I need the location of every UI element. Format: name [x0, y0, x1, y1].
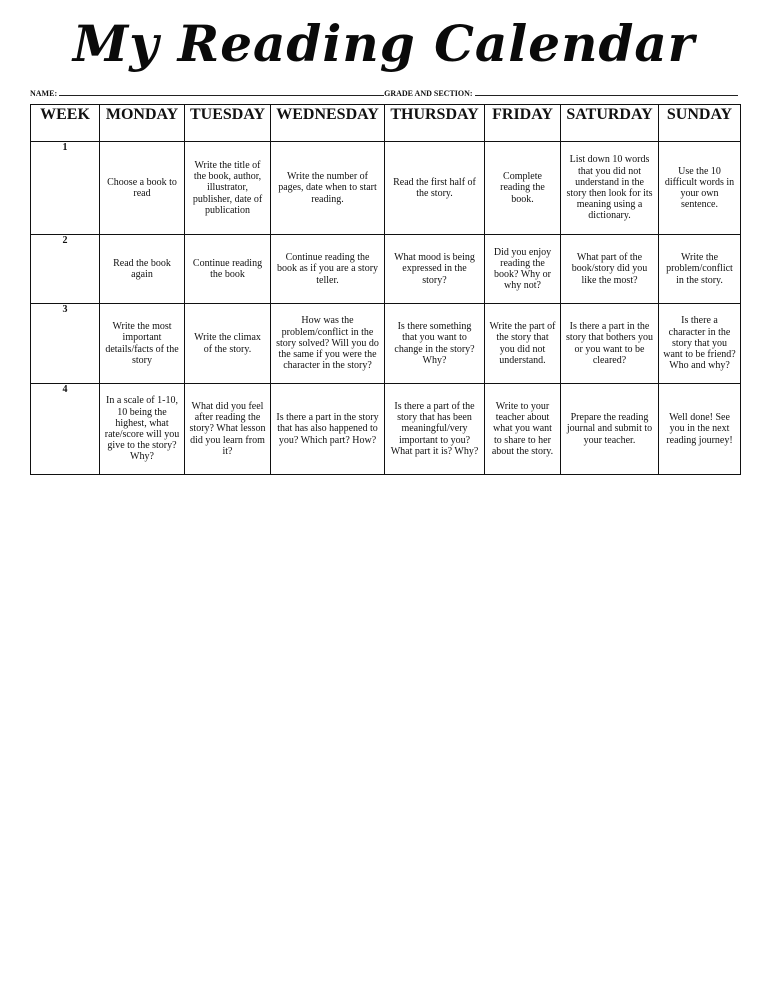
name-label: NAME:: [30, 89, 58, 98]
task-cell: Is there a character in the story that you want to be friend? Who and why?: [659, 304, 741, 384]
header-friday: FRIDAY: [485, 105, 561, 142]
reading-calendar-table: [30, 104, 741, 475]
task-cell: What did you feel after reading the story? What lesson did you learn from it?: [185, 384, 271, 475]
header-saturday: SATURDAY: [561, 105, 659, 142]
header-week: WEEK: [31, 105, 100, 142]
grade-section-label: GRADE AND SECTION:: [384, 89, 473, 98]
week-number: 4: [31, 384, 100, 475]
header-row: [31, 105, 741, 142]
task-cell: Is there something that you want to change in the story? Why?: [385, 304, 485, 384]
task-cell: Continue reading the book as if you are a story teller.: [271, 235, 385, 304]
task-cell: Write the climax of the story.: [185, 304, 271, 384]
task-cell: Did you enjoy reading the book? Why or why not?: [485, 235, 561, 304]
table-row: [31, 384, 741, 475]
task-cell: Continue reading the book: [185, 235, 271, 304]
page-title: My Reading Calendar: [72, 14, 696, 73]
task-cell: Use the 10 difficult words in your own sentence.: [659, 142, 741, 235]
header-sunday: SUNDAY: [659, 105, 741, 142]
name-blank-line[interactable]: [59, 85, 384, 96]
task-cell: Write the most important details/facts of the story: [100, 304, 185, 384]
header-monday: MONDAY: [100, 105, 185, 142]
task-cell: Is there a part in the story that bothers you or you want to be cleared?: [561, 304, 659, 384]
task-cell: Write the number of pages, date when to start reading.: [271, 142, 385, 235]
task-cell: Read the first half of the story.: [385, 142, 485, 235]
task-cell: Prepare the reading journal and submit to your teacher.: [561, 384, 659, 475]
task-cell: Well done! See you in the next reading journey!: [659, 384, 741, 475]
task-cell: Is there a part of the story that has been meaningful/very important to you? What part it is? Why?: [385, 384, 485, 475]
week-number: 2: [31, 235, 100, 304]
task-cell: In a scale of 1-10, 10 being the highest, what rate/score will you give to the story? Why?: [100, 384, 185, 475]
task-cell: How was the problem/conflict in the story solved? Will you do the same if you were the character in the story?: [271, 304, 385, 384]
header-thursday: THURSDAY: [385, 105, 485, 142]
week-number: 1: [31, 142, 100, 235]
task-cell: Is there a part in the story that has also happened to you? Which part? How?: [271, 384, 385, 475]
header-tuesday: TUESDAY: [185, 105, 271, 142]
task-cell: Write the problem/conflict in the story.: [659, 235, 741, 304]
table-row: [31, 142, 741, 235]
task-cell: What mood is being expressed in the story?: [385, 235, 485, 304]
task-cell: List down 10 words that you did not understand in the story then look for its meaning using a dictionary.: [561, 142, 659, 235]
student-info-row: [30, 84, 738, 98]
task-cell: What part of the book/story did you like the most?: [561, 235, 659, 304]
grade-section-blank-line[interactable]: [475, 85, 738, 96]
table-row: [31, 304, 741, 384]
table-row: [31, 235, 741, 304]
task-cell: Complete reading the book.: [485, 142, 561, 235]
task-cell: Read the book again: [100, 235, 185, 304]
week-number: 3: [31, 304, 100, 384]
header-wednesday: WEDNESDAY: [271, 105, 385, 142]
task-cell: Write the title of the book, author, illustrator, publisher, date of publication: [185, 142, 271, 235]
task-cell: Write to your teacher about what you want to share to her about the story.: [485, 384, 561, 475]
task-cell: Write the part of the story that you did not understand.: [485, 304, 561, 384]
task-cell: Choose a book to read: [100, 142, 185, 235]
